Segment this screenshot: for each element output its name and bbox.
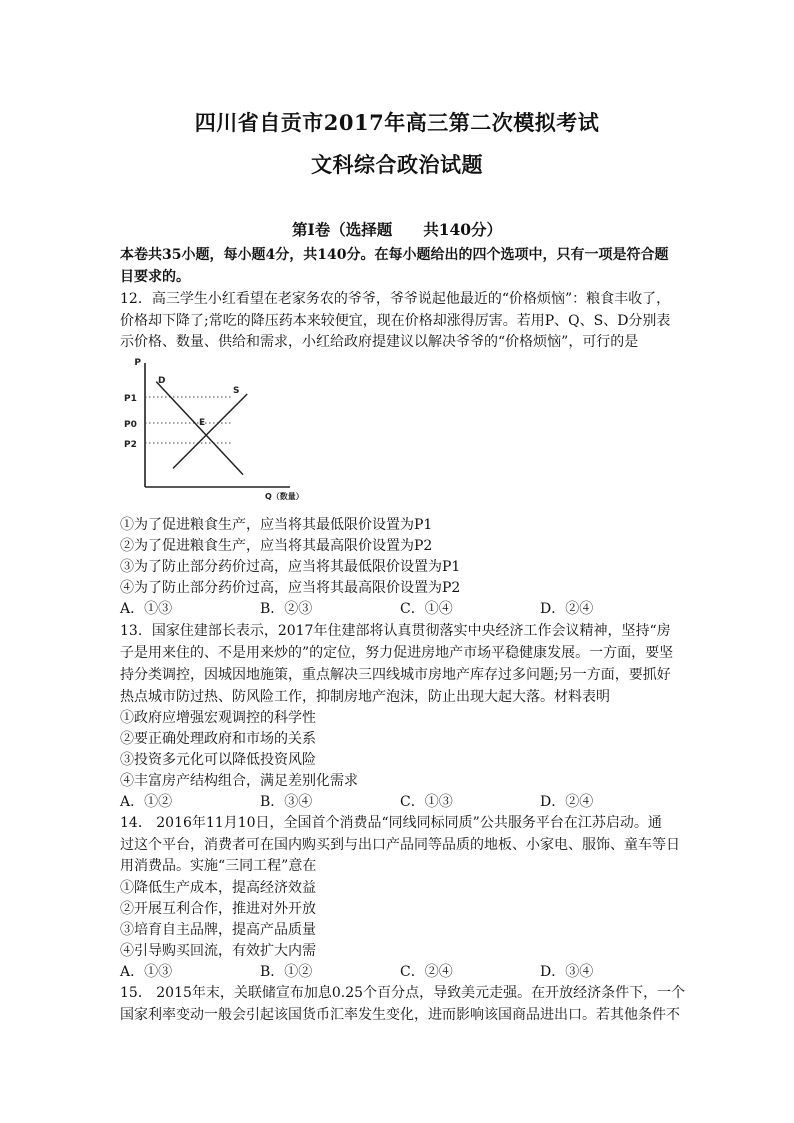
supply-demand-chart <box>115 355 325 505</box>
q13-item-1: ①政府应增强宏观调控的科学性 <box>120 710 316 726</box>
q15-stem-line-1: 15． 2015年末，关联储宣布加息0.25个百分点，导致美元走强。在开放经济条件下，一个 <box>120 985 686 1001</box>
q15-stem-line-2: 国家利率变动一般会引起该国货币汇率发生变化，进而影响该国商品进出口。若其他条件不 <box>120 1007 680 1023</box>
q14-stem-line-1: 14． 2016年11月10日，全国首个消费品“同线同标同质”公共服务平台在江苏启动。通 <box>120 815 662 831</box>
q12-stem-line-2: 价格却下降了;常吃的降压药本来较便宜，现在价格却涨得厉害。若用P、Q、S、D分别表 <box>120 313 671 329</box>
q13-stem-line-2: 子是用来住的、不是用来炒的”的定位，努力促进房地产市场平稳健康发展。一方面，要坚 <box>120 645 674 661</box>
q13-option-b[interactable]: B．③④ <box>260 794 313 810</box>
q14-option-c[interactable]: C．②④ <box>400 964 453 980</box>
y-axis-label: P <box>134 358 141 368</box>
q14-option-a[interactable]: A．①③ <box>120 964 173 980</box>
q14-option-b[interactable]: B．①② <box>260 964 313 980</box>
tick-label-p2: P2 <box>124 440 137 450</box>
q12-stem-line-3: 示价格、数量、供给和需求，小红给政府提建议以解决爷爷的“价格烦恼”，可行的是 <box>120 334 639 350</box>
tick-label-p0: P0 <box>124 420 137 430</box>
q14-item-1: ①降低生产成本，提高经济效益 <box>120 880 316 896</box>
q13-stem-line-4: 热点城市防过热、防风险工作，抑制房地产泡沫，防止出现大起大落。材料表明 <box>120 689 610 705</box>
tick-label-p1: P1 <box>124 394 137 404</box>
demand-curve <box>156 382 243 475</box>
section-heading: 第Ⅰ卷（选择题 共140分） <box>291 220 503 239</box>
q12-option-b[interactable]: B．②③ <box>260 601 313 617</box>
page-subtitle: 文科综合政治试题 <box>311 152 483 177</box>
supply-label: S <box>233 386 240 396</box>
x-axis-label: Q（数量） <box>265 492 304 501</box>
q13-option-d[interactable]: D．②④ <box>540 794 594 810</box>
q12-stem-line-1: 12．高三学生小红看望在老家务农的爷爷，爷爷说起他最近的“价格烦恼”：粮食丰收了， <box>120 291 671 307</box>
q12-item-4: ④为了防止部分药价过高，应当将其最高限价设置为P2 <box>120 580 461 596</box>
page-title: 四川省自贡市2017年高三第二次模拟考试 <box>194 110 600 135</box>
equilibrium-label: E <box>199 418 206 428</box>
q14-item-3: ③培育自主品牌，提高产品质量 <box>120 922 316 938</box>
q13-option-a[interactable]: A．①② <box>120 794 173 810</box>
supply-curve <box>173 394 247 468</box>
q12-item-2: ②为了促进粮食生产，应当将其最高限价设置为P2 <box>120 538 433 554</box>
q12-option-c[interactable]: C．①④ <box>400 601 453 617</box>
q12-option-a[interactable]: A．①③ <box>120 601 173 617</box>
instructions-line-2: 目要求的。 <box>120 269 190 285</box>
q14-option-d[interactable]: D．③④ <box>540 964 594 980</box>
q14-item-4: ④引导购买回流，有效扩大内需 <box>120 943 316 959</box>
q13-stem-line-3: 持分类调控，因城因地施策，重点解决三四线城市房地产库存过多问题;另一方面，要抓好 <box>120 667 671 683</box>
instructions-line-1: 本卷共35小题，每小题4分，共140分。在每小题给出的四个选项中，只有一项是符合题 <box>120 247 669 263</box>
q13-option-c[interactable]: C．①③ <box>400 794 453 810</box>
q14-item-2: ②开展互利合作，推进对外开放 <box>120 901 316 917</box>
q12-option-d[interactable]: D．②④ <box>540 601 594 617</box>
q14-stem-line-2: 过这个平台，消费者可在国内购买到与出口产品同等品质的地板、小家电、服饰、童车等日 <box>120 837 680 853</box>
q12-item-1: ①为了促进粮食生产，应当将其最低限价设置为P1 <box>120 517 433 533</box>
q12-item-3: ③为了防止部分药价过高，应当将其最低限价设置为P1 <box>120 559 461 575</box>
demand-label: D <box>158 376 166 386</box>
q13-item-2: ②要正确处理政府和市场的关系 <box>120 731 316 747</box>
q14-stem-line-3: 用消费品。实施“三同工程”意在 <box>120 858 317 874</box>
q13-item-4: ④丰富房产结构组合，满足差别化需求 <box>120 773 358 789</box>
q13-item-3: ③投资多元化可以降低投资风险 <box>120 752 316 768</box>
q13-stem-line-1: 13．国家住建部长表示，2017年住建部将认真贯彻落实中央经济工作会议精神，坚持“房 <box>120 623 671 639</box>
